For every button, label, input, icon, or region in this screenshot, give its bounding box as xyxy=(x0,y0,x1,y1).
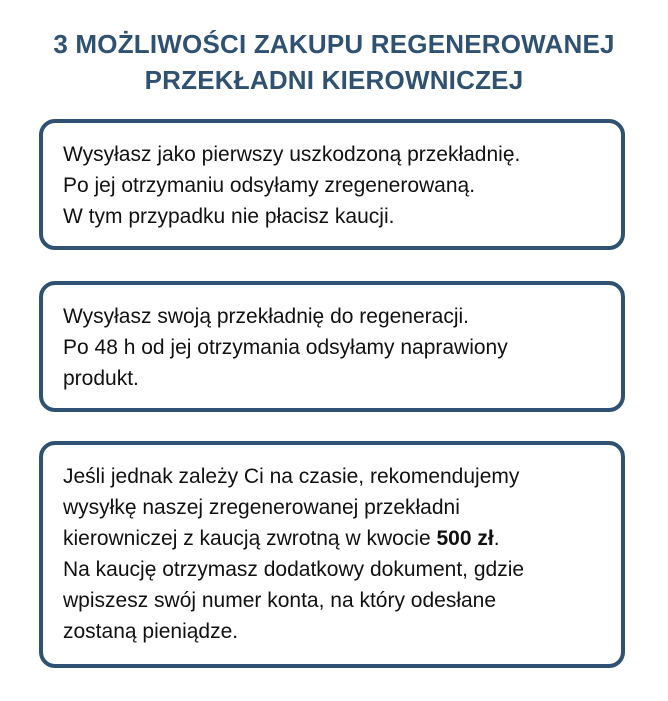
option-box-3 xyxy=(39,441,625,668)
option-2-text-line: produkt. xyxy=(63,367,139,390)
option-1-text-line: Po jej otrzymaniu odsyłamy zregenerowaną. xyxy=(63,174,476,197)
option-3-text-line-deposit xyxy=(63,523,601,554)
option-3-text-line: wysyłkę naszej zregenerowanej przekładni xyxy=(63,496,460,519)
option-1-text-line: Wysyłasz jako pierwszy uszkodzoną przekładnię. xyxy=(63,143,521,166)
option-3-text-line: Jeśli jednak zależy Ci na czasie, rekomendujemy xyxy=(63,465,520,488)
deposit-text: kierowniczej z kaucją zwrotną w kwocie xyxy=(63,527,437,550)
option-3-text-line: wpiszesz swój numer konta, na który odesłane xyxy=(63,589,497,612)
option-1-text-line: W tym przypadku nie płacisz kaucji. xyxy=(63,205,395,228)
option-3-text-line: Na kaucję otrzymasz dodatkowy dokument, gdzie xyxy=(63,558,525,581)
option-2-text-line: Wysyłasz swoją przekładnię do regeneracji. xyxy=(63,305,469,328)
deposit-amount: 500 zł xyxy=(436,527,494,550)
page-title xyxy=(0,26,668,98)
option-2-text-line: Po 48 h od jej otrzymania odsyłamy naprawiony xyxy=(63,336,508,359)
page-title-line-1: 3 MOŻLIWOŚCI ZAKUPU REGENEROWANEJ xyxy=(53,29,615,59)
option-3-text-line: zostaną pieniądze. xyxy=(63,620,239,643)
deposit-text-end: . xyxy=(493,527,500,550)
option-box-1 xyxy=(39,119,625,250)
option-box-2 xyxy=(39,281,625,412)
page-title-line-2: PRZEKŁADNI KIEROWNICZEJ xyxy=(144,65,524,95)
